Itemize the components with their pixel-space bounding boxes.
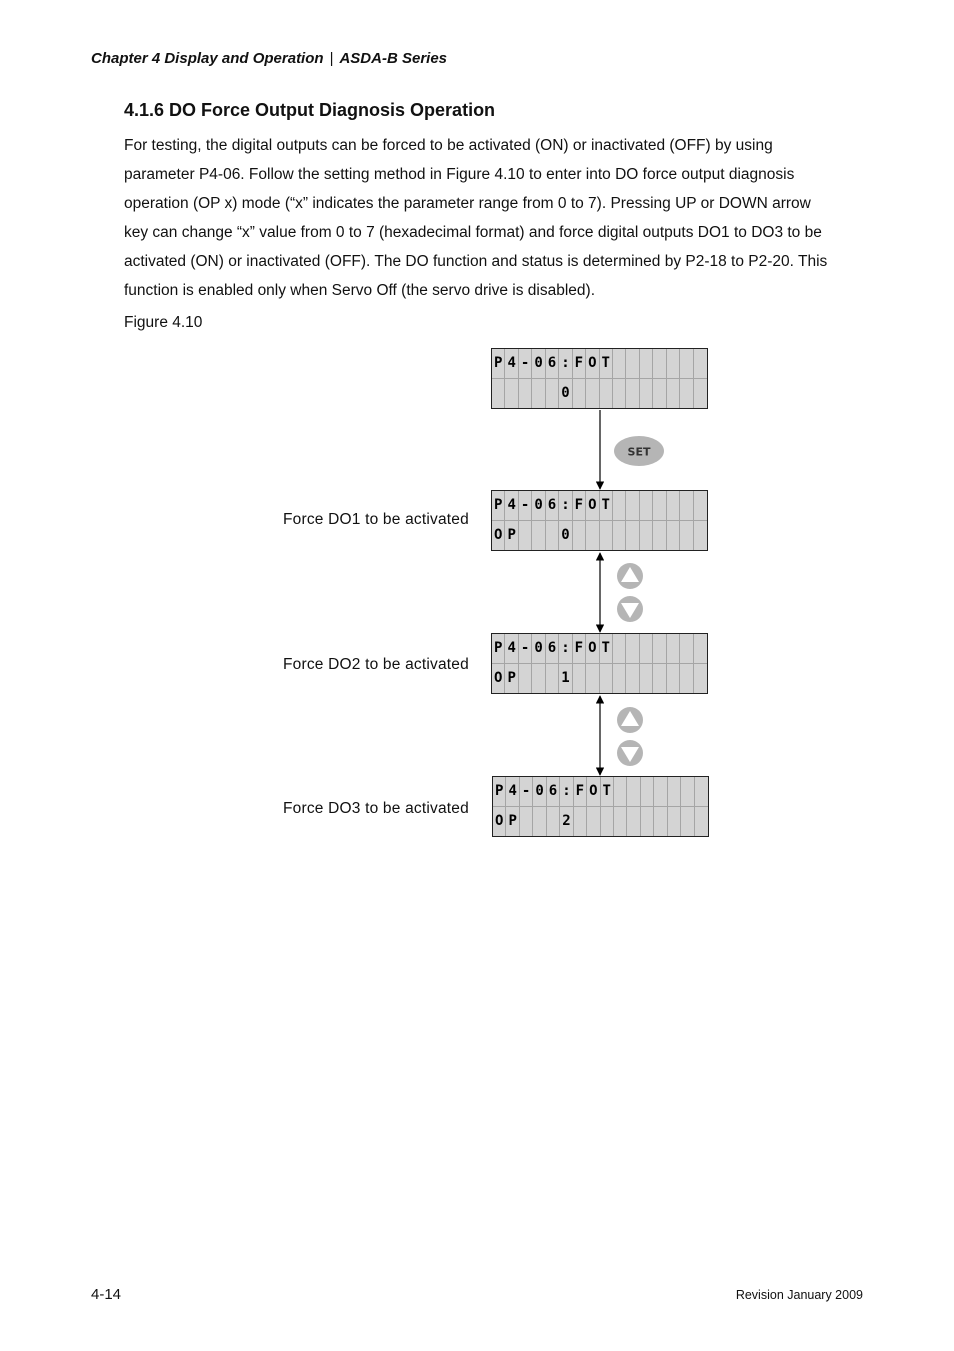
lcd-char-cell: 0 [533, 777, 546, 807]
caption-do2: Force DO2 to be activated [283, 656, 469, 673]
lcd-char-cell [654, 777, 667, 807]
lcd-char-cell [574, 807, 587, 837]
lcd-char-cell [681, 777, 694, 807]
lcd-char-cell [532, 521, 545, 551]
lcd-char-cell [680, 634, 693, 664]
lcd-char-cell: O [586, 491, 599, 521]
lcd-char-cell [613, 634, 626, 664]
lcd-char-cell: 0 [532, 491, 545, 521]
down-key-icon [617, 596, 643, 622]
lcd-char-cell [520, 807, 533, 837]
lcd-char-cell: O [587, 777, 600, 807]
lcd-char-cell [613, 664, 626, 694]
lcd-char-cell [653, 349, 666, 379]
lcd-char-cell [680, 664, 693, 694]
lcd-char-cell: 0 [559, 379, 572, 409]
lcd-char-cell: P [505, 664, 518, 694]
lcd-char-cell: 1 [559, 664, 572, 694]
lcd-char-cell [519, 521, 532, 551]
paragraph-line: For testing, the digital outputs can be forced to be activated (ON) or inactivated (OFF) by using [124, 137, 773, 154]
header-separator: | [329, 50, 334, 67]
lcd-char-cell [640, 491, 653, 521]
down-key-icon [617, 740, 643, 766]
lcd-char-cell [586, 664, 599, 694]
lcd-char-cell [640, 379, 653, 409]
lcd-char-cell [653, 664, 666, 694]
up-key-icon [617, 707, 643, 733]
lcd-char-cell [627, 777, 640, 807]
lcd-char-cell [626, 379, 639, 409]
lcd-char-cell [667, 491, 680, 521]
lcd-char-cell: O [586, 349, 599, 379]
paragraph-line: function is enabled only when Servo Off (the servo drive is disabled). [124, 282, 595, 299]
caption-do3: Force DO3 to be activated [283, 800, 469, 817]
lcd-char-cell: T [600, 491, 613, 521]
lcd-char-cell: F [574, 777, 587, 807]
lcd-display [491, 633, 708, 694]
lcd-char-cell [694, 521, 707, 551]
lcd-char-cell [640, 521, 653, 551]
lcd-char-cell [626, 491, 639, 521]
series-name: ASDA-B Series [339, 50, 448, 67]
set-key [614, 436, 664, 466]
lcd-char-cell [667, 634, 680, 664]
lcd-char-cell [653, 521, 666, 551]
lcd-char-cell [667, 379, 680, 409]
lcd-char-cell [640, 664, 653, 694]
lcd-char-cell: O [492, 664, 505, 694]
paragraph-line: operation (OP x) mode (“x” indicates the parameter range from 0 to 7). Pressing UP or DOWN arrow [124, 195, 811, 212]
lcd-char-cell: - [520, 777, 533, 807]
lcd-char-cell [586, 379, 599, 409]
lcd-char-cell [600, 664, 613, 694]
lcd-char-cell: O [492, 521, 505, 551]
lcd-char-cell [613, 379, 626, 409]
section-title: 4.1.6 DO Force Output Diagnosis Operation [124, 100, 496, 120]
lcd-display [491, 348, 708, 409]
lcd-char-cell [640, 634, 653, 664]
lcd-char-cell [614, 807, 627, 837]
lcd-char-cell [547, 807, 560, 837]
lcd-char-cell [668, 807, 681, 837]
lcd-char-cell [613, 491, 626, 521]
lcd-char-cell: 0 [532, 634, 545, 664]
chapter-title: Chapter 4 Display and Operation [91, 50, 324, 67]
lcd-char-cell [694, 664, 707, 694]
lcd-char-cell: 6 [546, 634, 559, 664]
lcd-char-cell: : [559, 349, 572, 379]
lcd-char-cell: 6 [547, 777, 560, 807]
lcd-char-cell: F [573, 491, 586, 521]
lcd-char-cell [600, 521, 613, 551]
lcd-char-cell [546, 664, 559, 694]
lcd-char-cell: P [492, 634, 505, 664]
lcd-char-cell [492, 379, 505, 409]
lcd-char-cell [573, 379, 586, 409]
lcd-char-cell [694, 379, 707, 409]
lcd-char-cell [627, 807, 640, 837]
lcd-char-cell [680, 349, 693, 379]
lcd-char-cell [614, 777, 627, 807]
lcd-char-cell [613, 521, 626, 551]
lcd-char-cell [668, 777, 681, 807]
lcd-char-cell [505, 379, 518, 409]
lcd-char-cell: 4 [505, 349, 518, 379]
lcd-char-cell [600, 379, 613, 409]
lcd-char-cell: 4 [505, 491, 518, 521]
lcd-char-cell: O [493, 807, 506, 837]
lcd-char-cell [694, 634, 707, 664]
lcd-char-cell [532, 379, 545, 409]
lcd-char-cell [695, 777, 708, 807]
lcd-char-cell [586, 521, 599, 551]
lcd-char-cell: 0 [559, 521, 572, 551]
lcd-char-cell [532, 664, 545, 694]
lcd-char-cell: T [600, 349, 613, 379]
lcd-char-cell: : [560, 777, 573, 807]
lcd-char-cell: O [586, 634, 599, 664]
page-number: 4-14 [91, 1286, 122, 1303]
lcd-char-cell: P [492, 491, 505, 521]
lcd-char-cell [626, 349, 639, 379]
lcd-char-cell [680, 521, 693, 551]
lcd-char-cell [601, 807, 614, 837]
lcd-char-cell [653, 634, 666, 664]
lcd-char-cell [694, 349, 707, 379]
lcd-char-cell: P [505, 521, 518, 551]
set-key-label: SET [627, 445, 651, 459]
lcd-char-cell: P [506, 807, 519, 837]
lcd-char-cell [680, 491, 693, 521]
lcd-char-cell: - [519, 634, 532, 664]
lcd-char-cell [680, 379, 693, 409]
lcd-char-cell: P [493, 777, 506, 807]
lcd-char-cell [626, 521, 639, 551]
lcd-char-cell: 0 [532, 349, 545, 379]
lcd-display [491, 490, 708, 551]
lcd-char-cell [587, 807, 600, 837]
lcd-char-cell [667, 521, 680, 551]
lcd-char-cell: 2 [560, 807, 573, 837]
lcd-char-cell: 6 [546, 491, 559, 521]
lcd-char-cell [546, 379, 559, 409]
lcd-char-cell: T [601, 777, 614, 807]
lcd-char-cell [626, 664, 639, 694]
lcd-char-cell: : [559, 491, 572, 521]
lcd-char-cell [654, 807, 667, 837]
lcd-char-cell: - [519, 491, 532, 521]
lcd-char-cell [681, 807, 694, 837]
lcd-char-cell: F [573, 634, 586, 664]
caption-do1: Force DO1 to be activated [283, 511, 469, 528]
lcd-char-cell [573, 521, 586, 551]
figure-label: Figure 4.10 [124, 314, 203, 331]
lcd-char-cell: 4 [506, 777, 519, 807]
lcd-char-cell [613, 349, 626, 379]
lcd-char-cell [546, 521, 559, 551]
revision-note: Revision January 2009 [735, 1288, 863, 1302]
lcd-char-cell: - [519, 349, 532, 379]
lcd-char-cell [667, 664, 680, 694]
lcd-char-cell: F [573, 349, 586, 379]
lcd-char-cell [641, 777, 654, 807]
lcd-char-cell [695, 807, 708, 837]
lcd-char-cell [694, 491, 707, 521]
lcd-char-cell [641, 807, 654, 837]
paragraph-line: key can change “x” value from 0 to 7 (hexadecimal format) and force digital outputs DO1 to DO3 to be [124, 224, 822, 241]
lcd-display [492, 776, 709, 837]
lcd-char-cell [519, 379, 532, 409]
lcd-char-cell [667, 349, 680, 379]
lcd-char-cell [519, 664, 532, 694]
lcd-char-cell [533, 807, 546, 837]
lcd-char-cell [653, 379, 666, 409]
up-key-icon [617, 563, 643, 589]
paragraph-line: activated (ON) or inactivated (OFF). The DO function and status is determined by P2-18 to P2-20. This [124, 253, 828, 270]
lcd-char-cell [573, 664, 586, 694]
lcd-char-cell [653, 491, 666, 521]
lcd-char-cell [626, 634, 639, 664]
paragraph-line: parameter P4-06. Follow the setting method in Figure 4.10 to enter into DO force output diagnosis [124, 166, 795, 183]
lcd-char-cell: : [559, 634, 572, 664]
lcd-char-cell [640, 349, 653, 379]
lcd-char-cell: 4 [505, 634, 518, 664]
lcd-char-cell: T [600, 634, 613, 664]
lcd-char-cell: P [492, 349, 505, 379]
lcd-char-cell: 6 [546, 349, 559, 379]
